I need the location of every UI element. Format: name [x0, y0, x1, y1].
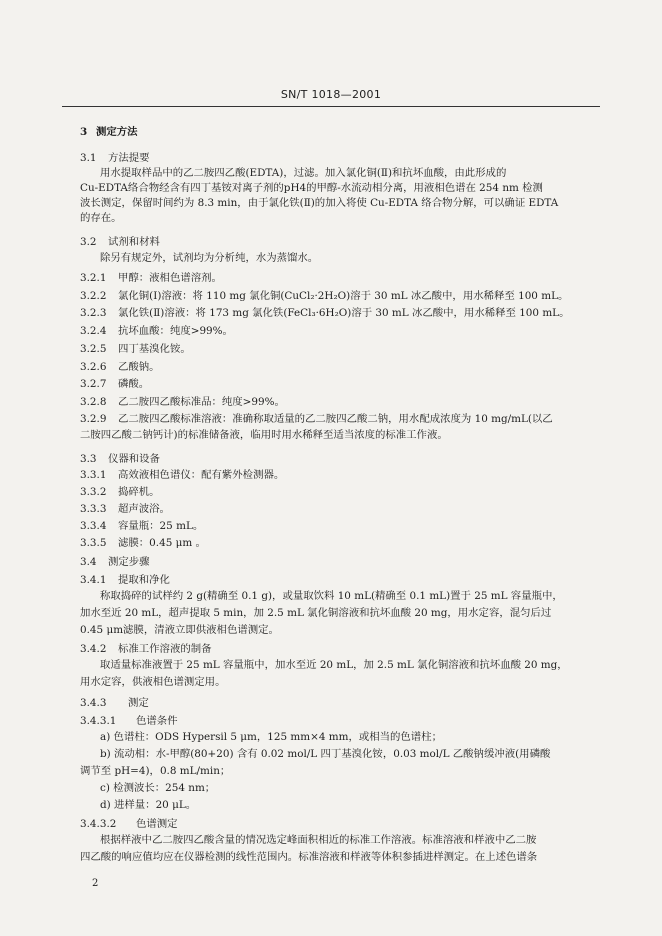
condition-item: a) 色谱柱：ODS Hypersil 5 μm，125 mm×4 mm，或相当的色谱柱；: [100, 731, 442, 743]
list-item: [80, 361, 160, 374]
paragraph-line: 用水提取样品中的乙二胺四乙酸(EDTA)，过滤。加入氯化铜(Ⅱ)和抗坏血酸，由此形成的: [100, 167, 507, 179]
item-text: 捣碎机。: [118, 486, 160, 498]
item-number: 3.2.4: [80, 325, 107, 337]
standard-code-header: SN/T 1018—2001: [280, 88, 382, 101]
subsection-title: 仪器和设备: [108, 453, 160, 465]
paragraph-line: 波长测定，保留时间约为 8.3 min，由于氯化铁(Ⅱ)的加入将使 Cu-EDTA 络合物分解，可以确证 EDTA: [80, 197, 559, 209]
list-item: [80, 343, 191, 356]
item-number: 3.3.2: [80, 486, 107, 498]
paragraph-line: Cu-EDTA络合物经含有四丁基铵对离子剂的pH4的甲醇-水流动相分离，用液相色谱在 254 nm 检测: [80, 182, 543, 194]
subsection-number: 3.2: [80, 236, 97, 248]
list-item: [80, 378, 149, 391]
paragraph-line: 根据样液中乙二胺四乙酸含量的情况选定峰面积相近的标准工作溶液。标准溶液和样液中乙二胺: [100, 834, 537, 846]
paragraph-line: 的存在。: [80, 212, 122, 224]
item-number: 3.2.3: [80, 307, 107, 319]
condition-item: c) 检测波长：254 nm；: [100, 782, 216, 794]
item-number: 3.2.5: [80, 343, 107, 355]
condition-item: d) 进样量：20 μL。: [100, 799, 197, 811]
condition-item: b) 流动相：水-甲醇(80+20) 含有 0.02 mol/L 四丁基溴化铵，0.03 mol/L 乙酸钠缓冲液(用磷酸: [100, 748, 551, 760]
item-number: 3.3.4: [80, 520, 107, 532]
subsection-title: 提取和净化: [118, 574, 170, 586]
condition-item-continuation: 调节至 pH=4)，0.8 mL/min；: [80, 765, 231, 777]
intro-text: 除另有规定外，试剂均为分析纯，水为蒸馏水。: [100, 252, 319, 264]
list-item: [80, 325, 233, 338]
list-item: [80, 503, 170, 516]
paragraph-line: 称取捣碎的试样约 2 g(精确至 0.1 g)，或量取饮料 10 mL(精确至 0.1 mL)置于 25 mL 容量瓶中，: [100, 590, 563, 602]
subsection-title: 测定步骤: [108, 556, 150, 568]
item-text: 滤膜：0.45 μm 。: [118, 537, 206, 549]
item-text: 氯化铁(Ⅱ)溶液：将 173 mg 氯化铁(FeCl₃·6H₂O)溶于 30 mL 冰乙酸中，用水稀释至 100 mL。: [118, 307, 570, 319]
list-item: [80, 469, 284, 482]
item-text: 磷酸。: [118, 378, 150, 390]
subsection-title: 试剂和材料: [108, 236, 160, 248]
paragraph-line: 用水定容，供液相色谱测定用。: [80, 676, 226, 688]
header-rule: [62, 106, 600, 107]
item-text: 乙二胺四乙酸标准溶液：准确称取适量的乙二胺四乙酸二钠，用水配成浓度为 10 mg/mL(以乙: [118, 413, 553, 425]
item-text: 乙二胺四乙酸标准品：纯度>99%。: [118, 396, 285, 408]
item-text: 容量瓶：25 mL。: [118, 520, 204, 532]
list-item: [80, 413, 553, 426]
list-item: [80, 486, 160, 499]
subsection-title: 测定: [128, 697, 149, 709]
item-number: 3.2.1: [80, 272, 107, 284]
item-text: 甲醇：液相色谱溶剂。: [118, 272, 222, 284]
item-number: 3.3.5: [80, 537, 107, 549]
subsection-number: 3.4: [80, 556, 97, 568]
list-item-continuation: 二胺四乙酸二钠钙计)的标准储备液，临用时用水稀释至适当浓度的标准工作液。: [80, 429, 448, 441]
item-number: 3.2.2: [80, 290, 107, 302]
paragraph-line: 四乙酸的响应值均应在仪器检测的线性范围内。标准溶液和样液等体积参插进样测定。在上述色谱条: [80, 851, 538, 863]
list-item: [80, 396, 285, 409]
item-number: 3.3.3: [80, 503, 107, 515]
section-title: 测定方法: [96, 126, 138, 138]
list-item: [80, 520, 203, 533]
subsection-title: 色谱测定: [136, 818, 178, 830]
subsection-title: 方法提要: [108, 152, 150, 164]
subsection-3-4-3-heading: [80, 697, 149, 710]
subsection-number: 3.4.3.2: [80, 818, 117, 830]
subsection-3-4-1-heading: [80, 574, 170, 587]
subsection-number: 3.1: [80, 152, 97, 164]
item-text: 抗坏血酸：纯度>99%。: [118, 325, 233, 337]
item-text: 超声波浴。: [118, 503, 170, 515]
subsection-number: 3.4.3.1: [80, 715, 117, 727]
subsection-title: 色谱条件: [136, 715, 178, 727]
subsection-title: 标准工作溶液的制备: [118, 643, 212, 655]
item-text: 乙酸钠。: [118, 361, 160, 373]
subsection-number: 3.4.1: [80, 574, 107, 586]
subsection-number: 3.4.2: [80, 643, 107, 655]
item-text: 氯化铜(Ⅰ)溶液：将 110 mg 氯化铜(CuCl₂·2H₂O)溶于 30 mL 冰乙酸中，用水稀释至 100 mL。: [118, 290, 569, 302]
paragraph-line: 加水至近 20 mL，超声提取 5 min，加 2.5 mL 氯化铜溶液和抗坏血酸 20 mg，用水定容，混匀后过: [80, 607, 552, 619]
subsection-3-4-3-1-heading: [80, 715, 178, 728]
list-item: [80, 307, 569, 320]
paragraph-line: 取适量标准液置于 25 mL 容量瓶中，加水至近 20 mL，加 2.5 mL 氯化铜溶液和抗坏血酸 20 mg，: [100, 659, 568, 671]
subsection-3-1-heading: [80, 152, 150, 165]
item-text: 高效液相色谱仪：配有紫外检测器。: [118, 469, 285, 481]
subsection-3-4-2-heading: [80, 643, 212, 656]
section-3-heading: [80, 126, 138, 139]
item-number: 3.2.9: [80, 413, 107, 425]
list-item: [80, 537, 206, 550]
section-number: 3: [80, 126, 88, 138]
paragraph-line: 0.45 μm滤膜，清液立即供液相色谱测定。: [80, 624, 279, 636]
subsection-number: 3.3: [80, 453, 97, 465]
subsection-3-4-heading: [80, 556, 150, 569]
subsection-3-4-3-2-heading: [80, 818, 178, 831]
list-item: [80, 272, 222, 285]
list-item: [80, 290, 568, 303]
subsection-number: 3.4.3: [80, 697, 107, 709]
subsection-3-2-heading: [80, 236, 160, 249]
item-number: 3.3.1: [80, 469, 107, 481]
item-number: 3.2.7: [80, 378, 107, 390]
item-number: 3.2.6: [80, 361, 107, 373]
subsection-3-3-heading: [80, 453, 160, 466]
item-number: 3.2.8: [80, 396, 107, 408]
item-text: 四丁基溴化铵。: [118, 343, 191, 355]
page-number: 2: [92, 878, 99, 889]
